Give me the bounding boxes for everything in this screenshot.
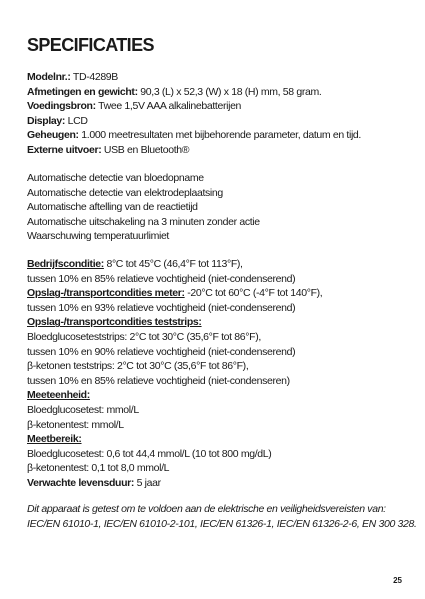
condition-value: β-ketonentest: 0,1 tot 8,0 mmol/L bbox=[27, 462, 170, 475]
spec-label: Geheugen: bbox=[27, 129, 79, 142]
spec-output bbox=[27, 143, 407, 158]
compliance-note-line: IEC/EN 61010-1, IEC/EN 61010-2-101, IEC/EN 61326-1, IEC/EN 61326-2-6, EN 300 328. bbox=[27, 517, 417, 530]
condition-value: Bloedglucoseteststrips: 2°C tot 30°C (35,6°F tot 86°F), bbox=[27, 330, 261, 343]
condition-value: Bloedglucosetest: mmol/L bbox=[27, 403, 139, 416]
spec-dimensions bbox=[27, 85, 407, 100]
condition-label: Opslag-/transportcondities meter: bbox=[27, 287, 185, 300]
spec-display bbox=[27, 114, 407, 129]
spec-value: USB en Bluetooth® bbox=[101, 143, 190, 156]
spec-value: TD-4289B bbox=[70, 71, 118, 83]
measurement-range-label: Meetbereik: bbox=[27, 433, 82, 446]
condition-value: Bloedglucosetest: 0,6 tot 44,4 mmol/L (10 tot 800 mg/dL) bbox=[27, 447, 272, 460]
spec-model bbox=[27, 70, 407, 85]
feature-item: Automatische aftelling van de reactietijd bbox=[27, 201, 198, 214]
spec-value: 1.000 meetresultaten met bijbehorende parameter, datum en tijd. bbox=[78, 129, 361, 142]
spec-label: Voedingsbron: bbox=[27, 100, 96, 113]
feature-item: Automatische detectie van elektrodeplaatsing bbox=[27, 186, 223, 199]
meter-storage-condition bbox=[27, 286, 407, 301]
condition-value: -20°C tot 60°C (-4°F tot 140°F), bbox=[184, 287, 323, 300]
strip-storage-label: Opslag-/transportcondities teststrips: bbox=[27, 316, 202, 329]
spec-label: Modelnr.: bbox=[27, 71, 71, 83]
condition-label: Verwachte levensduur: bbox=[27, 476, 135, 489]
spec-label: Afmetingen en gewicht: bbox=[27, 85, 138, 98]
compliance-note-line: Dit apparaat is getest om te voldoen aan de elektrische en veiligheidsvereisten van: bbox=[27, 503, 386, 515]
operating-condition bbox=[27, 257, 407, 272]
condition-value: tussen 10% en 85% relatieve vochtigheid (niet-condenserend) bbox=[27, 272, 296, 285]
feature-item: Automatische uitschakeling na 3 minuten zonder actie bbox=[27, 215, 260, 228]
spec-value: Twee 1,5V AAA alkalinebatterijen bbox=[95, 100, 242, 113]
measurement-unit-label: Meeteenheid: bbox=[27, 389, 90, 402]
page-title: SPECIFICATIES bbox=[27, 35, 154, 55]
expected-lifetime bbox=[27, 476, 407, 491]
condition-value: tussen 10% en 85% relatieve vochtigheid (niet-condenseren) bbox=[27, 374, 290, 387]
condition-value: β-ketonen teststrips: 2°C tot 30°C (35,6°F tot 86°F), bbox=[27, 360, 249, 373]
condition-value: tussen 10% en 90% relatieve vochtigheid (niet-condenserend) bbox=[27, 345, 296, 358]
spec-label: Display: bbox=[27, 114, 66, 127]
page-number: 25 bbox=[393, 576, 402, 585]
feature-list bbox=[27, 171, 407, 244]
spec-value: 90,3 (L) x 52,3 (W) x 18 (H) mm, 58 gram. bbox=[137, 85, 322, 98]
spec-list bbox=[27, 70, 407, 158]
document-page bbox=[27, 0, 417, 599]
condition-value: 5 jaar bbox=[134, 476, 161, 489]
compliance-note bbox=[27, 502, 417, 531]
spec-memory bbox=[27, 128, 407, 143]
feature-item: Waarschuwing temperatuurlimiet bbox=[27, 230, 170, 243]
conditions-list bbox=[27, 257, 407, 491]
condition-value: tussen 10% en 93% relatieve vochtigheid (niet-condenserend) bbox=[27, 301, 296, 314]
condition-label: Bedrijfsconditie: bbox=[27, 258, 104, 270]
condition-value: β-ketonentest: mmol/L bbox=[27, 418, 124, 431]
feature-item: Automatische detectie van bloedopname bbox=[27, 172, 204, 184]
spec-power bbox=[27, 99, 407, 114]
spec-label: Externe uitvoer: bbox=[27, 143, 102, 156]
spec-value: LCD bbox=[65, 114, 88, 127]
condition-value: 8°C tot 45°C (46,4°F tot 113°F), bbox=[103, 258, 243, 270]
